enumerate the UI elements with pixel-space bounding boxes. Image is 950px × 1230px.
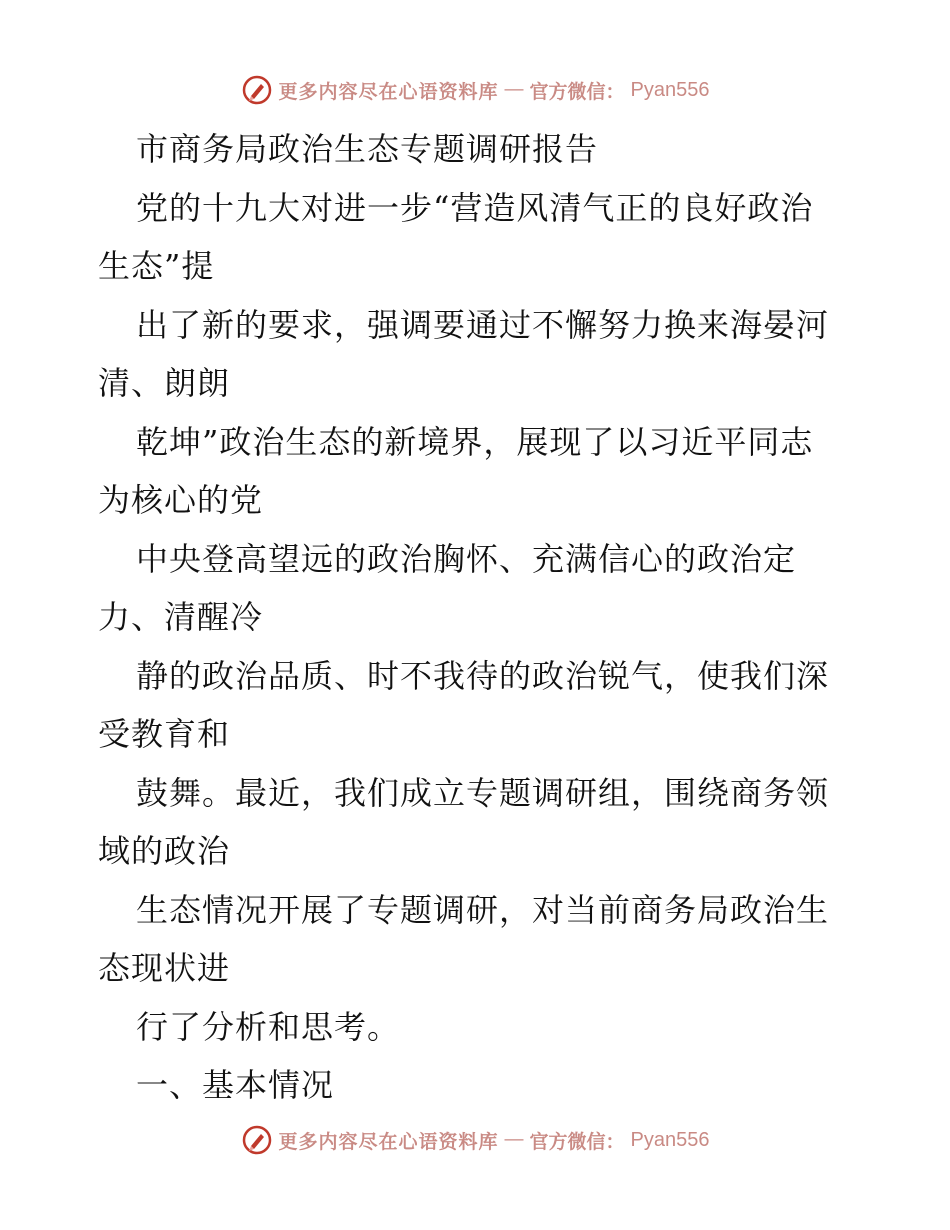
paragraph-line: 鼓舞。最近，我们成立专题调研组，围绕商务领 (136, 773, 830, 812)
paragraph-line: 力、清醒冷 (98, 598, 264, 636)
paragraph-line: 生态情况开展了专题调研，对当前商务局政治生 (136, 890, 830, 929)
paragraph-line: 为核心的党 (98, 481, 264, 519)
watermark-separator: — (504, 79, 524, 100)
watermark-wechat-label: 官方微信： (529, 1130, 625, 1153)
document-title: 市商务局政治生态专题调研报告 (136, 130, 599, 168)
paragraph-line: 清、朗朗 (98, 364, 231, 402)
pen-logo-icon (241, 1124, 273, 1156)
watermark-wechat-id: Pyan556 (630, 1128, 710, 1151)
paragraph-line: 域的政治 (98, 832, 231, 870)
watermark-wechat-id: Pyan556 (630, 78, 710, 101)
paragraph-line: 出了新的要求，强调要通过不懈努力换来海晏河 (136, 305, 830, 344)
watermark-separator: — (504, 1129, 524, 1150)
paragraph-line: 行了分析和思考。 (136, 1007, 401, 1046)
header-watermark (0, 70, 950, 110)
pen-logo-icon (241, 74, 273, 106)
paragraph-line: 党的十九大对进一步“营造风清气正的良好政治 (136, 188, 814, 227)
section-heading: 一、基本情况 (136, 1066, 335, 1104)
footer-watermark (0, 1120, 950, 1160)
watermark-site-text: 更多内容尽在心语资料库 (278, 1130, 499, 1153)
paragraph-line: 生态”提 (98, 247, 215, 285)
paragraph-line: 静的政治品质、时不我待的政治锐气，使我们深 (136, 656, 830, 695)
paragraph-line: 乾坤”政治生态的新境界，展现了以习近平同志 (136, 422, 814, 461)
watermark-wechat-label: 官方微信： (529, 80, 625, 103)
watermark-site-text: 更多内容尽在心语资料库 (278, 80, 499, 103)
paragraph-line: 受教育和 (98, 715, 231, 753)
paragraph-line: 态现状进 (98, 949, 231, 987)
document-body (98, 120, 858, 1115)
paragraph-line: 中央登高望远的政治胸怀、充满信心的政治定 (136, 539, 797, 578)
